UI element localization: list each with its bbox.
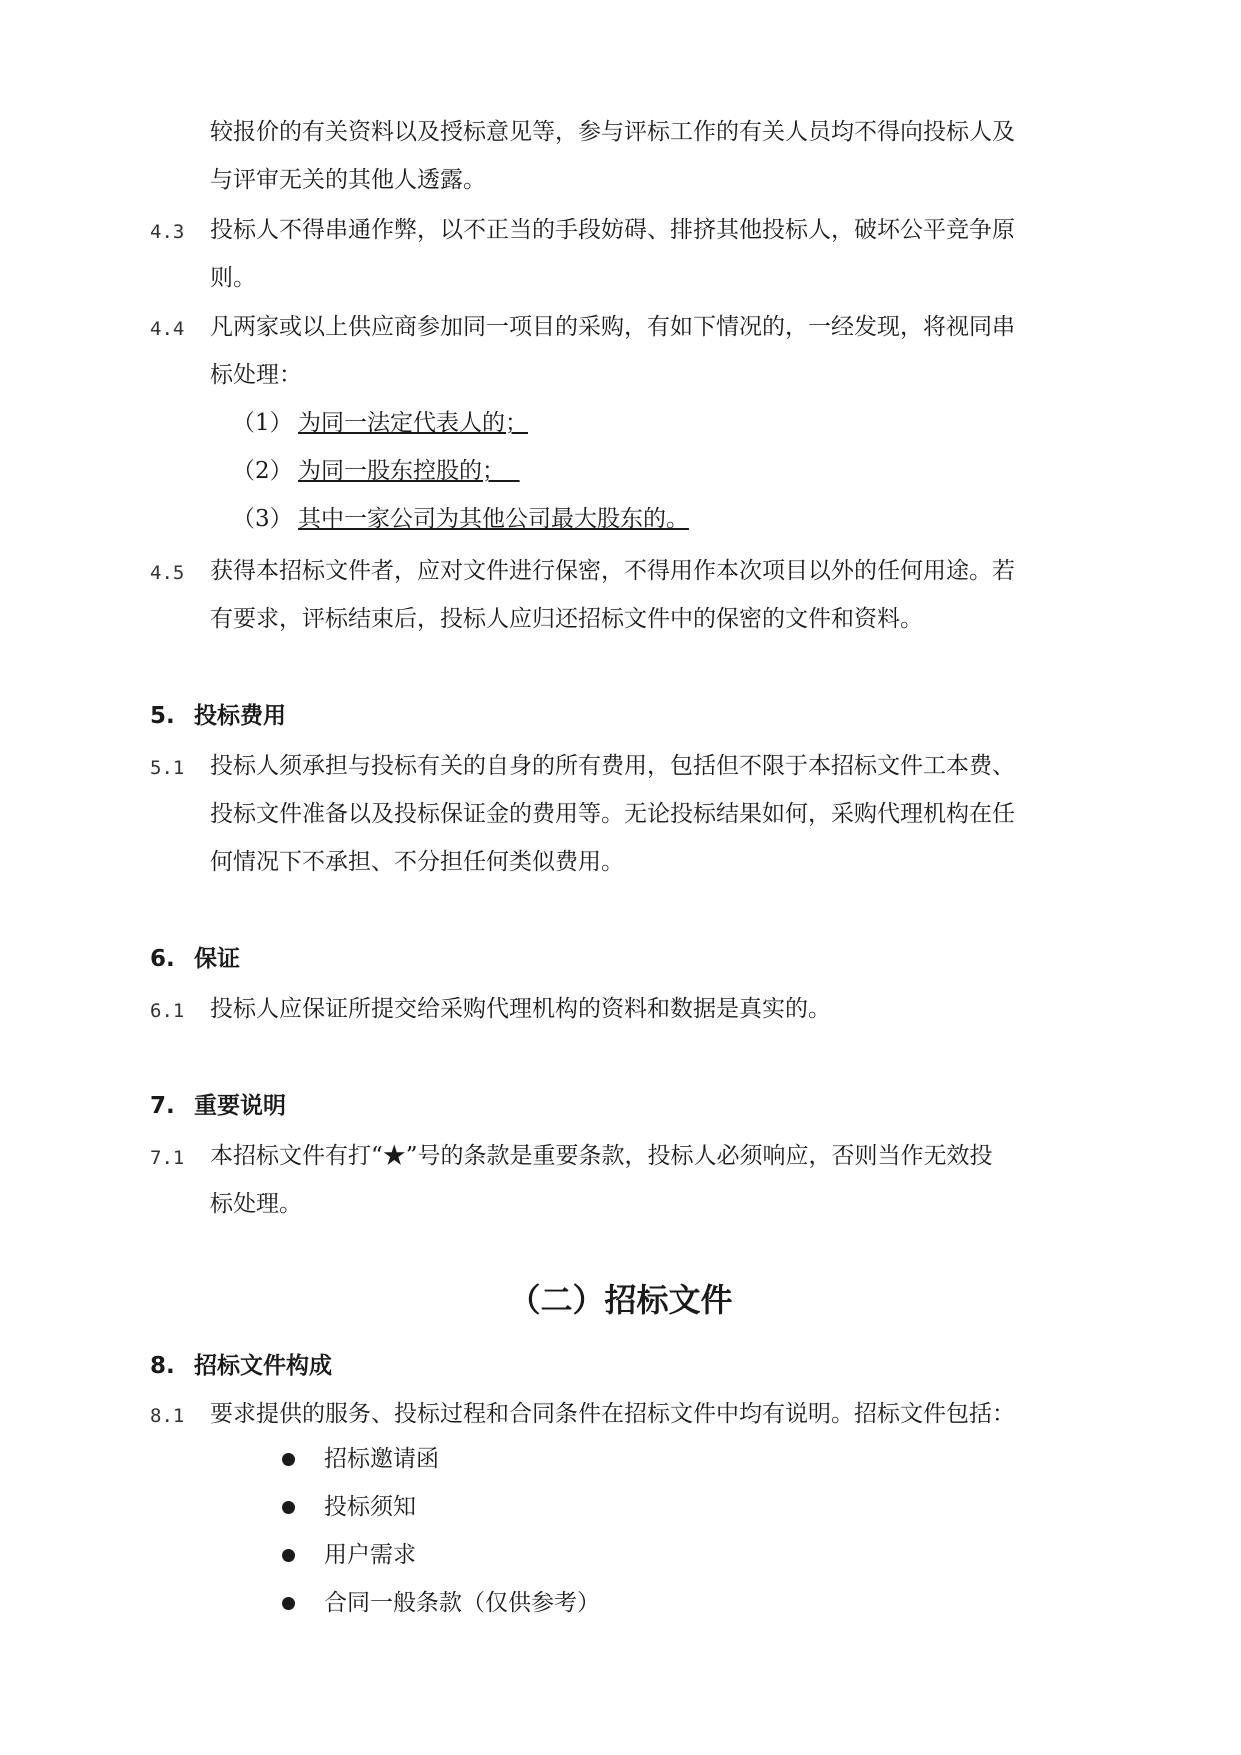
- paragraph-line: 获得本招标文件者，应对文件进行保密，不得用作本次项目以外的任何用途。若: [210, 558, 1015, 584]
- paragraph-line: 标处理：: [210, 362, 302, 388]
- clause-number: 4.3: [150, 221, 185, 243]
- section-title: 重要说明: [194, 1093, 286, 1119]
- paragraph-line: 标处理。: [210, 1191, 302, 1217]
- section-number: 7.: [150, 1093, 175, 1119]
- list-item: 合同一般条款（仅供参考）: [324, 1590, 600, 1616]
- sub-item-mark: （2）: [232, 458, 293, 484]
- section-heading: [150, 700, 286, 732]
- list-item: 用户需求: [324, 1542, 416, 1568]
- clause-number: 4.5: [150, 562, 185, 584]
- paragraph-line: 则。: [210, 265, 256, 291]
- section-heading: [150, 943, 240, 975]
- sub-item-text: 为同一股东控股的；: [298, 458, 520, 484]
- sub-item-mark: （1）: [232, 410, 293, 436]
- paragraph-line: 投标文件准备以及投标保证金的费用等。无论投标结果如何，采购代理机构在任: [210, 801, 1015, 827]
- paragraph-line: 较报价的有关资料以及授标意见等，参与评标工作的有关人员均不得向投标人及: [210, 119, 1015, 145]
- paragraph-line: 何情况下不承担、不分担任何类似费用。: [210, 849, 624, 875]
- part-title: （二）招标文件: [508, 1281, 733, 1319]
- clause-number: 5.1: [150, 757, 185, 779]
- bullet-dot-icon: [282, 1549, 295, 1562]
- clause-number: 8.1: [150, 1405, 185, 1427]
- section-heading: [150, 1350, 332, 1382]
- clause-number: 6.1: [150, 1000, 185, 1022]
- section-title: 招标文件构成: [194, 1353, 332, 1379]
- paragraph-line: 凡两家或以上供应商参加同一项目的采购，有如下情况的，一经发现，将视同串: [210, 314, 1015, 340]
- section-number: 5.: [150, 703, 175, 729]
- clause-number: 7.1: [150, 1147, 185, 1169]
- paragraph-line: 投标人应保证所提交给采购代理机构的资料和数据是真实的。: [210, 996, 831, 1022]
- section-number: 8.: [150, 1353, 175, 1379]
- section-title: 保证: [194, 946, 240, 972]
- bullet-dot-icon: [282, 1453, 295, 1466]
- list-item: 投标须知: [324, 1494, 416, 1520]
- paragraph-line: 与评审无关的其他人透露。: [210, 167, 486, 193]
- sub-item-text: 为同一法定代表人的；: [298, 410, 528, 436]
- paragraph-line: 要求提供的服务、投标过程和合同条件在招标文件中均有说明。招标文件包括：: [210, 1401, 1015, 1427]
- list-item: 招标邀请函: [324, 1446, 439, 1472]
- paragraph-line: 投标人须承担与投标有关的自身的所有费用，包括但不限于本招标文件工本费、: [210, 753, 1015, 779]
- section-heading: [150, 1090, 286, 1122]
- paragraph-line: 投标人不得串通作弊，以不正当的手段妨碍、排挤其他投标人，破坏公平竞争原: [210, 217, 1015, 243]
- paragraph-line: 有要求，评标结束后，投标人应归还招标文件中的保密的文件和资料。: [210, 606, 923, 632]
- section-number: 6.: [150, 946, 175, 972]
- sub-item-mark: （3）: [232, 506, 293, 532]
- clause-number: 4.4: [150, 318, 185, 340]
- bullet-dot-icon: [282, 1501, 295, 1514]
- section-title: 投标费用: [194, 703, 286, 729]
- sub-item-text: 其中一家公司为其他公司最大股东的。: [298, 506, 689, 532]
- paragraph-line: 本招标文件有打“★”号的条款是重要条款，投标人必须响应，否则当作无效投: [210, 1143, 993, 1169]
- bullet-dot-icon: [282, 1597, 295, 1610]
